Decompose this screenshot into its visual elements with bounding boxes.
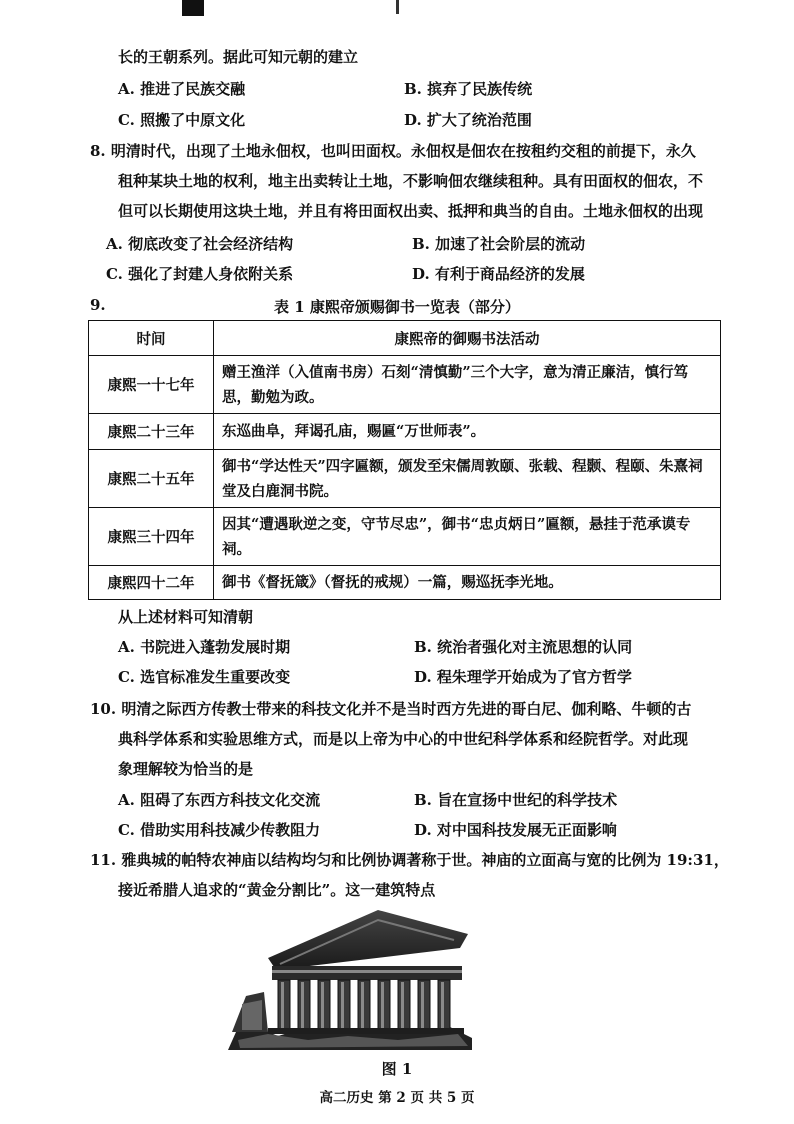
q11-stem-line: 接近希腊人追求的“黄金分割比”。这一建筑特点 xyxy=(118,881,436,899)
q7-option-a[interactable]: A. 推进了民族交融 xyxy=(118,80,246,98)
table-cell-time: 康熙一十七年 xyxy=(89,356,214,414)
table-cell-activity: 御书《督抚箴》（督抚的戒规）一篇，赐巡抚李光地。 xyxy=(214,566,721,600)
table-cell-time: 康熙二十五年 xyxy=(89,450,214,508)
table-title: 表 1 康熙帝颁赐御书一览表（部分） xyxy=(274,298,520,316)
q9-option-d[interactable]: D. 程朱理学开始成为了官方哲学 xyxy=(414,668,632,686)
table-row xyxy=(89,450,721,508)
q9-stem: 从上述材料可知清朝 xyxy=(118,608,254,626)
q9-number: 9. xyxy=(90,296,106,314)
q10-stem-line: 典科学体系和实验思维方式，而是以上帝为中心的中世纪科学体系和经院哲学。对此现 xyxy=(118,730,689,748)
q8-option-b[interactable]: B. 加速了社会阶层的流动 xyxy=(412,235,586,253)
q8-option-c[interactable]: C. 强化了封建人身依附关系 xyxy=(106,265,294,283)
kangxi-table xyxy=(88,320,721,600)
q10-option-b[interactable]: B. 旨在宣扬中世纪的科学技术 xyxy=(414,791,618,809)
table-cell-time: 康熙三十四年 xyxy=(89,508,214,566)
q8-stem-line: 8. 明清时代，出现了土地永佃权，也叫田面权。永佃权是佃农在按租约交租的前提下，永久 xyxy=(90,142,696,160)
q10-stem-line: 象理解较为恰当的是 xyxy=(118,760,254,778)
scan-mark xyxy=(182,0,204,16)
q11-stem-line: 11. 雅典城的帕特农神庙以结构均匀和比例协调著称于世。神庙的立面高与宽的比例为 19:31， xyxy=(90,851,729,869)
table-cell-time: 康熙二十三年 xyxy=(89,414,214,450)
figure-caption: 图 1 xyxy=(381,1060,413,1078)
table-cell-activity: 东巡曲阜，拜谒孔庙，赐匾“万世师表”。 xyxy=(214,414,721,450)
parthenon-image xyxy=(228,900,472,1050)
q8-stem-line: 租种某块土地的权利，地主出卖转让土地，不影响佃农继续租种。具有田面权的佃农，不 xyxy=(118,172,704,190)
q7-stem: 长的王朝系列。据此可知元朝的建立 xyxy=(118,48,359,66)
q7-option-d[interactable]: D. 扩大了统治范围 xyxy=(404,111,532,129)
table-header: 时间 xyxy=(89,321,214,356)
q10-stem-line: 10. 明清之际西方传教士带来的科技文化并不是当时西方先进的哥白尼、伽利略、牛顿的古 xyxy=(90,700,692,718)
q7-option-c[interactable]: C. 照搬了中原文化 xyxy=(118,111,246,129)
table-cell-activity: 御书“学达性天”四字匾额，颁发至宋儒周敦颐、张载、程颢、程颐、朱熹祠堂及白鹿洞书院。 xyxy=(214,450,721,508)
q10-option-d[interactable]: D. 对中国科技发展无正面影响 xyxy=(414,821,617,839)
q7-option-b[interactable]: B. 摈弃了民族传统 xyxy=(404,80,533,98)
q8-option-a[interactable]: A. 彻底改变了社会经济结构 xyxy=(106,235,294,253)
page-footer: 高二历史 第 2 页 共 5 页 xyxy=(319,1090,475,1106)
table-cell-activity: 赠王渔洋（入值南书房）石刻“清慎勤”三个大字，意为清正廉洁，慎行笃思，勤勉为政。 xyxy=(214,356,721,414)
q8-option-d[interactable]: D. 有利于商品经济的发展 xyxy=(412,265,585,283)
table-row xyxy=(89,356,721,414)
scan-mark xyxy=(396,0,399,14)
table-cell-time: 康熙四十二年 xyxy=(89,566,214,600)
q9-option-b[interactable]: B. 统治者强化对主流思想的认同 xyxy=(414,638,633,656)
table-cell-activity: 因其“遭遇耿逆之变，守节尽忠”，御书“忠贞炳日”匾额，悬挂于范承谟专祠。 xyxy=(214,508,721,566)
q10-option-c[interactable]: C. 借助实用科技减少传教阻力 xyxy=(118,821,321,839)
table-header-row xyxy=(89,321,721,356)
table-header: 康熙帝的御赐书法活动 xyxy=(214,321,721,356)
q10-option-a[interactable]: A. 阻碍了东西方科技文化交流 xyxy=(118,791,321,809)
table-row xyxy=(89,566,721,600)
table-row xyxy=(89,414,721,450)
q9-option-c[interactable]: C. 选官标准发生重要改变 xyxy=(118,668,291,686)
q9-option-a[interactable]: A. 书院进入蓬勃发展时期 xyxy=(118,638,291,656)
q8-stem-line: 但可以长期使用这块土地，并且有将田面权出卖、抵押和典当的自由。土地永佃权的出现 xyxy=(118,202,704,220)
table-row xyxy=(89,508,721,566)
